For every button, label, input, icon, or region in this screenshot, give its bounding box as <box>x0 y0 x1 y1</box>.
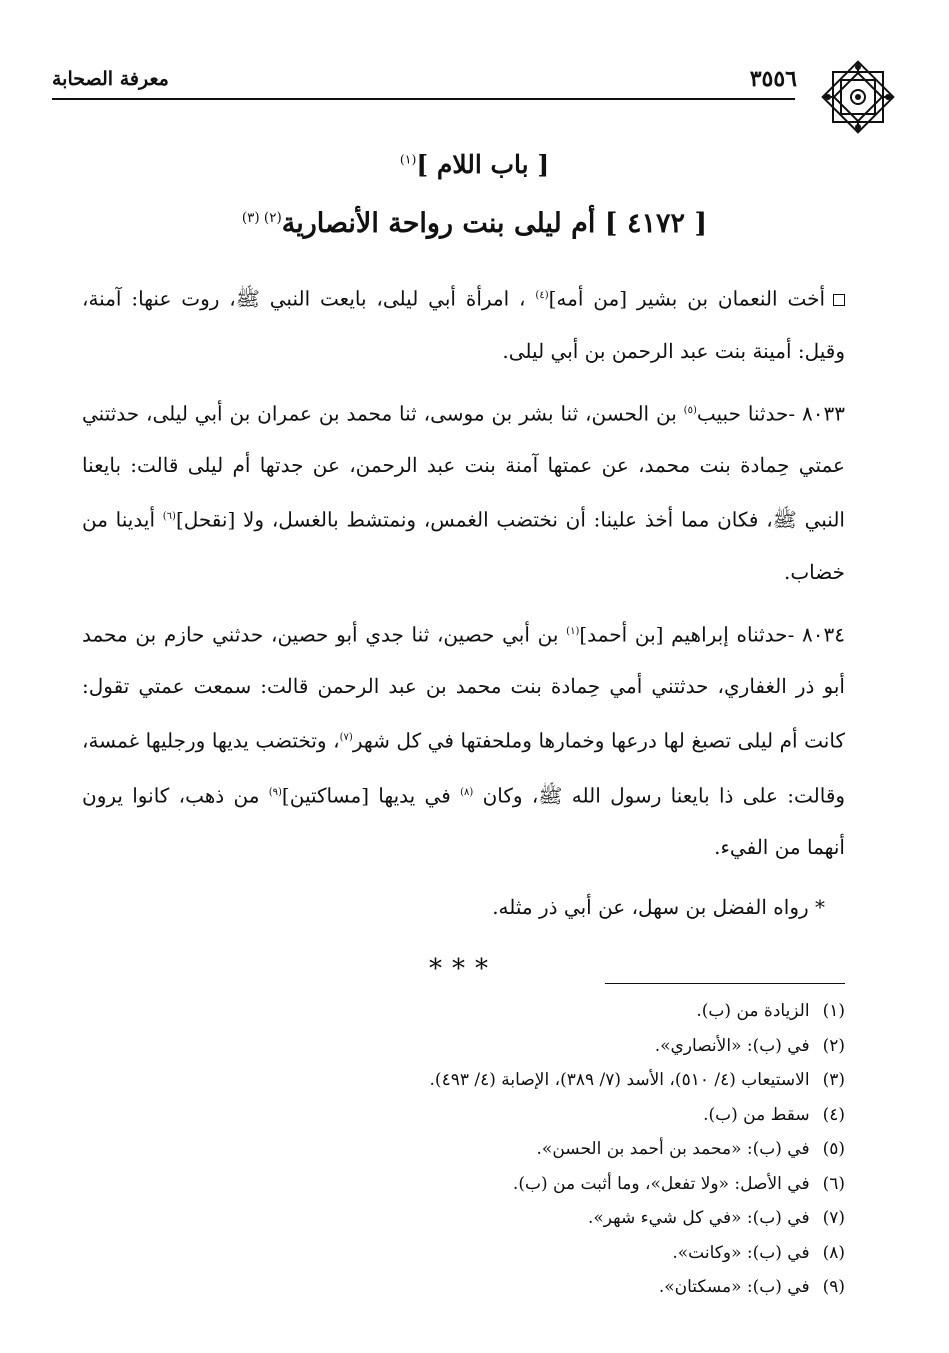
footnote-number: (٣) <box>822 1070 845 1090</box>
chapter-title: [ باب اللام ] <box>416 150 550 179</box>
chapter-heading <box>0 150 949 179</box>
entry-footnote-ref: (٢) (٣) <box>241 209 282 226</box>
octagram-ornament-icon <box>819 58 897 136</box>
hadith-text: حدثناه إبراهيم [بن أحمد] <box>579 622 788 646</box>
footnote-ref: (٧) <box>339 732 353 743</box>
footnote-ref: (١) <box>566 625 580 637</box>
footnote-number: (٥) <box>822 1139 845 1159</box>
footnote <box>82 1132 845 1167</box>
footnote-ref: (٦) <box>162 511 176 522</box>
hadith-8034 <box>82 606 845 874</box>
hadith-number: ٨٠٣٤ - <box>787 622 846 646</box>
footnote-text: الاستيعاب (٤/ ٥١٠)، الأسد (٧/ ٣٨٩)، الإصابة (٤/ ٤٩٣). <box>429 1070 810 1090</box>
hadith-text: حدثنا حبيب <box>696 401 789 425</box>
footnote-text: في (ب): «مسكتان». <box>658 1277 810 1297</box>
footnote-number: (٦) <box>822 1173 845 1194</box>
footnote-number: (٤) <box>822 1104 845 1125</box>
footnote-text: سقط من (ب). <box>703 1104 810 1125</box>
footnotes <box>82 994 845 1305</box>
page-number: ٣٥٥٦ <box>749 66 797 92</box>
intro-paragraph <box>82 270 845 377</box>
square-bullet-icon <box>833 294 845 306</box>
chapter-footnote-ref: (١) <box>399 151 417 167</box>
footnote-ref: (٤) <box>535 290 549 301</box>
footnote <box>82 994 845 1029</box>
hadith-8033 <box>82 385 845 598</box>
running-header <box>52 58 897 138</box>
footnote-text: في (ب): «الأنصاري». <box>654 1035 810 1056</box>
footnote <box>82 1270 845 1305</box>
hadith-text: في يديها [مساكتين] <box>281 783 451 807</box>
footnote <box>82 1098 845 1133</box>
footnote-number: (٩) <box>822 1277 845 1297</box>
footnote-ref: (٨) <box>460 786 474 798</box>
footnote-number: (٧) <box>822 1208 845 1228</box>
hadith-text: بن أبي حصين، ثنا جدي أبو حصين، حدثني حازم بن محمد أبو ذر الغفاري، حدثتني أمي حِمادة بنت محمد بن عبد الرحمن قالت: سمعت عمتي تقول: كانت أم ليلى تصبغ لها درعها وخمارها وملحفتها في كل شهر <box>82 622 845 753</box>
book-title: معرفة الصحابة <box>52 68 169 90</box>
narration-note: * رواه الفضل بن سهل، عن أبي ذر مثله. <box>492 895 825 919</box>
footnote-number: (١) <box>822 1001 845 1021</box>
footnote-text: في (ب): «محمد بن أحمد بن الحسن». <box>536 1139 810 1159</box>
hadith-text: من ذهب، كانوا يرون أنهما من الفيء. <box>82 783 845 859</box>
hadith-text: أيدينا من خضاب. <box>82 507 845 584</box>
footnote-rule <box>605 983 845 984</box>
footnote-ref: (٥) <box>683 404 697 416</box>
intro-text-b: ، امرأة أبي ليلى، بايعت النبي ﷺ، روت عنها: آمنة، وقيل: أمينة بنت عبد الرحمن بن أبي ليلى. <box>82 286 845 363</box>
footnote <box>82 1201 845 1236</box>
footnote-text: في (ب): «في كل شيء شهر». <box>587 1208 810 1228</box>
entry-title: [ ٤١٧٢ ] أم ليلى بنت رواحة الأنصارية <box>281 208 708 239</box>
footnote-number: (٢) <box>822 1035 845 1056</box>
footnote-text: في (ب): «وكانت». <box>672 1242 810 1263</box>
intro-text-a: أخت النعمان بن بشير [من أمه] <box>548 286 826 311</box>
hadith-text: بن الحسن، ثنا بشر بن موسى، ثنا محمد بن عمران بن أبي ليلى، حدثتني عمتي حِمادة بنت محمد، عن عمتها آمنة بنت عبد الرحمن، عن جدتها أم ليلى قالت: بايعنا النبي ﷺ، فكان مما أخذ علينا: أن نختضب الغمس، ونمتشط بالغسل، ولا [نقحل] <box>82 401 845 532</box>
footnote <box>82 1236 845 1271</box>
footnote-number: (٨) <box>822 1242 845 1263</box>
footnote-text: في الأصل: «ولا تفعل»، وما أثبت من (ب). <box>512 1173 810 1194</box>
body-text <box>82 270 845 995</box>
section-separator: *** <box>429 954 498 984</box>
hadith-number: ٨٠٣٣ - <box>788 401 845 425</box>
header-rule <box>52 98 795 100</box>
footnote <box>82 1029 845 1064</box>
hadith-text: ، وتختضب يديها ورجليها غمسة، وقالت: على ذا بايعنا رسول الله ﷺ، وكان <box>82 728 846 807</box>
footnote-text: الزيادة من (ب). <box>696 1001 810 1021</box>
entry-heading <box>0 208 949 239</box>
footnote-ref: (٩) <box>268 786 282 798</box>
footnote <box>82 1063 845 1098</box>
footnote <box>82 1167 845 1202</box>
